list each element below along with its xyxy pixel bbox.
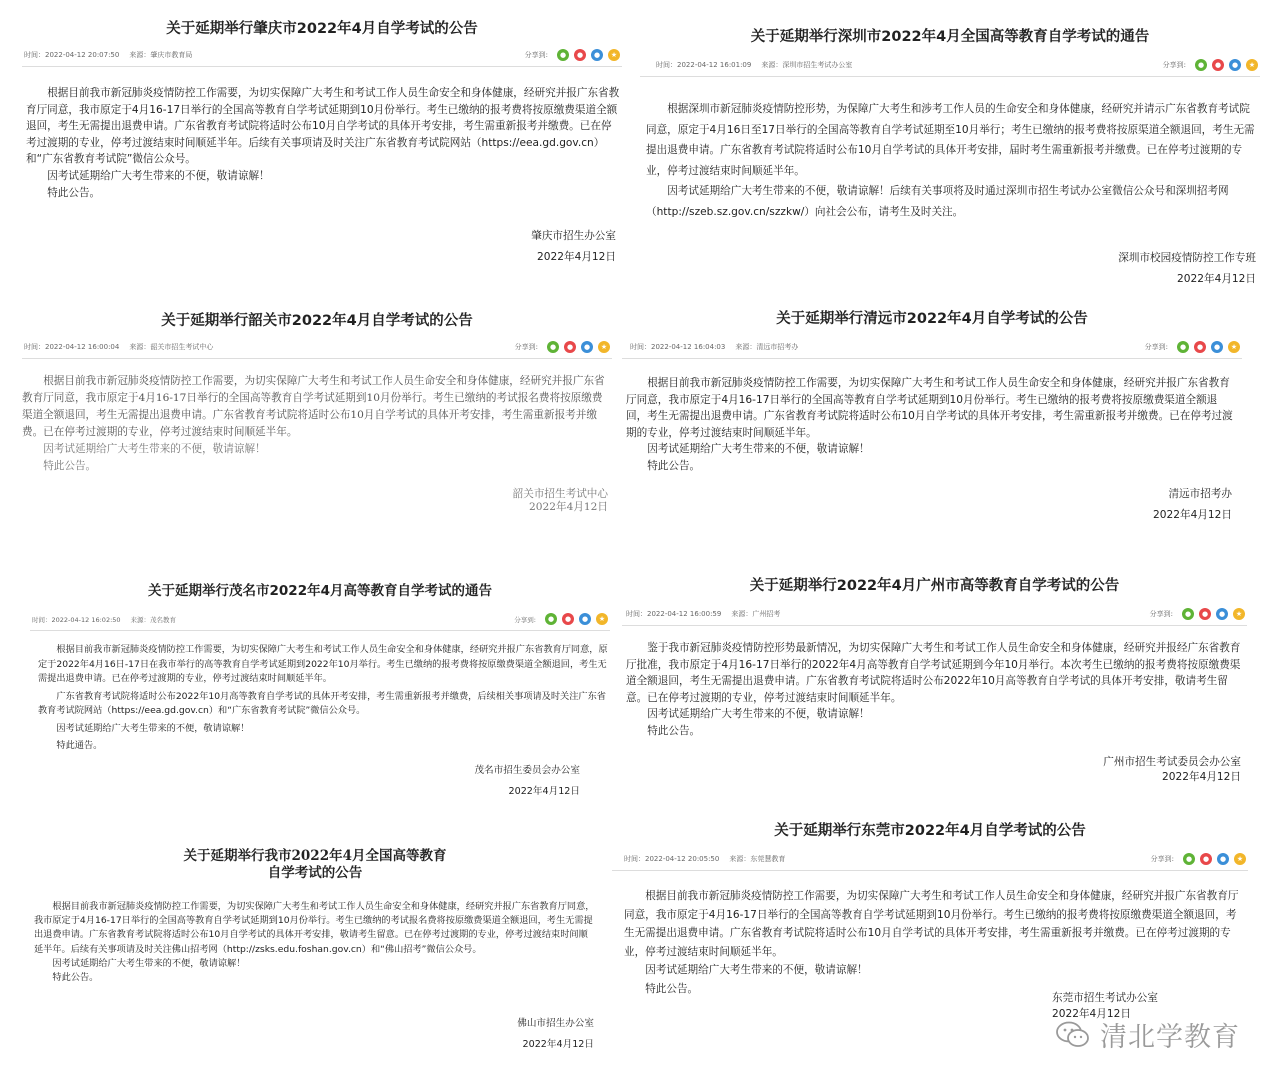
sign-org: 茂名市招生委员会办公室 <box>474 765 580 776</box>
sign-date: 2022年4月12日 <box>529 501 608 513</box>
wechat-logo-icon <box>1056 1021 1090 1049</box>
notice-zhaoqing <box>22 20 622 270</box>
sign-date: 2022年4月12日 <box>1052 1008 1131 1020</box>
notice-body <box>22 359 612 475</box>
share-label: 分享到: <box>514 343 538 351</box>
notice-meta <box>22 49 622 67</box>
paragraph: 根据目前我市新冠肺炎疫情防控工作需要，为切实保障广大考生和考试工作人员生命安全和身体健康，经研究并报广东省教育厅同意，我市原定于4月16-17日举行的全国高等教育自学考试延期到10月份举行。考生已缴纳的报考费将按原缴费渠道全额退回，考生无需提出退费申请。广东省教育考试院将适时公布10月自学考试的具体开考安排，考生需重新报考并缴费。已在停考过渡期的专业，停考过渡结束时间顺延半年。 <box>624 890 1239 958</box>
paragraph: 特此通告。 <box>56 740 103 751</box>
notice-body <box>612 871 1248 998</box>
share-bar <box>1151 853 1246 865</box>
qq-share-icon[interactable]: ● <box>591 49 603 61</box>
notice-meta <box>612 853 1248 871</box>
paragraph: 因考试延期给广大考生带来的不便，敬请谅解！ <box>47 169 270 182</box>
paragraph: 根据目前我市新冠肺炎疫情防控工作需要，为切实保障广大考生和考试工作人员生命安全和身体健康，经研究并报广东省教育厅同意，原定于2022年4月16日-17日在我市举行的高等教育自学考试延期到2022年10月举行。考生已缴纳的报考费将按原缴费渠道全额退回，考生无需提出退费申请。已在停考过渡期的专业，停考过渡结束时间顺延半年。 <box>38 644 608 684</box>
share-label: 分享到: <box>1162 61 1186 69</box>
wechat-share-icon[interactable]: ● <box>545 613 557 625</box>
sign-date: 2022年4月12日 <box>508 786 580 797</box>
weibo-share-icon[interactable]: ● <box>1194 341 1206 353</box>
share-label: 分享到: <box>1150 855 1174 863</box>
sign-date: 2022年4月12日 <box>1153 509 1232 521</box>
paragraph: 特此公告。 <box>647 459 701 472</box>
qq-share-icon[interactable]: ● <box>579 613 591 625</box>
weibo-share-icon[interactable]: ● <box>574 49 586 61</box>
signature <box>531 226 616 268</box>
notice-title: 关于延期举行清远市2022年4月自学考试的公告 <box>776 311 1088 327</box>
sign-org: 清远市招考办 <box>1168 488 1232 500</box>
notice-body <box>22 67 622 201</box>
share-bar <box>1145 341 1240 353</box>
wechat-share-icon[interactable]: ● <box>547 341 559 353</box>
paragraph: 特此公告。 <box>43 460 97 472</box>
weibo-share-icon[interactable]: ● <box>564 341 576 353</box>
sign-org: 佛山市招生办公室 <box>517 1018 594 1029</box>
notice-maoming <box>30 582 610 802</box>
notice-shaoguan <box>22 312 612 532</box>
publish-source: 来源：茂名教育 <box>130 615 177 624</box>
share-label: 分享到: <box>524 51 548 59</box>
notice-meta <box>622 341 1242 359</box>
publish-source: 来源：肇庆市教育局 <box>129 51 193 59</box>
qzone-share-icon[interactable]: ★ <box>1246 59 1258 71</box>
notice-title: 关于延期举行韶关市2022年4月自学考试的公告 <box>161 313 473 329</box>
signature <box>517 1013 594 1055</box>
publish-source: 来源：东莞慧教育 <box>729 855 786 863</box>
share-label: 分享到: <box>1144 343 1168 351</box>
watermark <box>1056 1015 1240 1054</box>
signature <box>1118 248 1256 290</box>
notice-body <box>640 77 1260 222</box>
paragraph: 因考试延期给广大考生带来的不便，敬请谅解！ <box>647 443 870 456</box>
share-bar <box>514 613 608 625</box>
share-bar <box>1163 59 1258 71</box>
notice-title <box>30 848 600 882</box>
watermark-text: 清北学教育 <box>1100 1022 1240 1053</box>
paragraph: 因考试延期给广大考生带来的不便，敬请谅解！后续有关事项将及时通过深圳市招生考试办公室微信公众号和深圳招考网（http://szeb.sz.gov.cn/szzkw/）向社会公布，请考生及时关注。 <box>646 185 1229 218</box>
signature <box>1153 484 1232 526</box>
notice-body <box>622 359 1242 475</box>
qzone-share-icon[interactable]: ★ <box>608 49 620 61</box>
wechat-share-icon[interactable]: ● <box>1183 853 1195 865</box>
paragraph: 特此公告。 <box>645 982 699 995</box>
notice-qingyuan <box>622 310 1242 525</box>
notice-body <box>622 626 1247 740</box>
notice-meta <box>622 608 1247 626</box>
publish-time: 时间：2022-04-12 16:04:03 <box>630 343 726 351</box>
paragraph: 特此公告。 <box>647 724 701 737</box>
paragraph: 根据目前我市新冠肺炎疫情防控工作需要，为切实保障广大考生和考试工作人员生命安全和身体健康，经研究并报广东省教育厅同意，我市原定于4月16-17日举行的全国高等教育自学考试延期到10月份举行。考生已缴纳的考试报名费将按原缴费渠道全额退回，考生无需提出退费申请。广东省教育考试院将适时公布10月自学考试的具体开考安排，敬请考生留意。已在停考过渡期的专业，停考过渡结束时间顺延半年。后续有关事项请及时关注佛山招考网（http://zsks.edu.foshan.gov.cn）和“佛山招考”微信公众号。 <box>34 901 595 955</box>
share-bar <box>515 341 610 353</box>
notice-meta <box>640 59 1260 77</box>
notice-title: 关于延期举行茂名市2022年4月高等教育自学考试的通告 <box>148 583 492 599</box>
notice-title: 关于延期举行东莞市2022年4月自学考试的公告 <box>774 823 1086 839</box>
notice-body <box>30 631 610 754</box>
wechat-share-icon[interactable]: ● <box>1182 608 1194 620</box>
sign-date: 2022年4月12日 <box>522 1039 594 1050</box>
qq-share-icon[interactable]: ● <box>581 341 593 353</box>
notice-title: 关于延期举行肇庆市2022年4月自学考试的公告 <box>166 21 478 37</box>
paragraph: 广东省教育考试院将适时公布2022年10月高等教育自学考试的具体开考安排，考生需重新报考并缴费，后续相关事项请及时关注广东省教育考试院网站（https://eea.gd.gov.cn）和“广东省教育考试院”微信公众号。 <box>38 690 606 716</box>
publish-source: 来源：清远市招考办 <box>735 343 799 351</box>
notice-foshan <box>30 848 600 1058</box>
sign-date: 2022年4月12日 <box>1177 273 1256 285</box>
notice-title: 关于延期举行深圳市2022年4月全国高等教育自学考试的通告 <box>750 29 1150 45</box>
signature <box>513 488 608 514</box>
publish-time: 时间：2022-04-12 20:05:50 <box>624 855 720 863</box>
share-bar <box>525 49 620 61</box>
publish-source: 来源：广州招考 <box>731 610 781 618</box>
paragraph: 因考试延期给广大考生带来的不便，敬请谅解！ <box>645 964 868 976</box>
sign-org: 东莞市招生考试办公室 <box>1052 992 1158 1004</box>
notice-shenzhen <box>640 28 1260 293</box>
publish-time: 时间：2022-04-12 20:07:50 <box>24 51 120 59</box>
publish-source: 来源：韶关市招生考试中心 <box>129 343 214 351</box>
title-line-1: 关于延期举行我市2022年4月全国高等教育 <box>183 848 447 864</box>
notice-meta <box>22 341 612 359</box>
sign-org: 韶关市招生考试中心 <box>512 488 608 500</box>
paragraph: 因考试延期给广大考生带来的不便，敬请谅解！ <box>43 443 266 455</box>
qq-share-icon[interactable]: ● <box>1229 59 1241 71</box>
notice-dongguan <box>612 822 1248 1022</box>
paragraph: 因考试延期给广大考生带来的不便，敬请谅解！ <box>52 957 246 969</box>
paragraph: 特此公告。 <box>47 186 101 199</box>
notice-meta <box>30 613 610 631</box>
sign-date: 2022年4月12日 <box>537 251 616 263</box>
paragraph: 因考试延期给广大考生带来的不便，敬请谅解！ <box>647 708 870 721</box>
qzone-share-icon[interactable]: ★ <box>1228 341 1240 353</box>
wechat-share-icon[interactable]: ● <box>557 49 569 61</box>
paragraph: 鉴于我市新冠肺炎疫情防控形势最新情况，为切实保障广大考生和考试工作人员生命安全和身体健康，经研究并报经广东省教育厅批准，我市原定于4月16-17日举行的2022年4月高等教育自学考试延期到今年10月举行。本次考生已缴纳的报考费将按原缴费渠道全额退回，考生无需提出退费申请。广东省教育考试院将适时公布2022年10月高等教育自学考试的具体开考安排，敬请考生留意。已在停考过渡期的专业，停考过渡结束时间顺延半年。 <box>626 642 1241 704</box>
weibo-share-icon[interactable]: ● <box>1200 853 1212 865</box>
signature <box>1103 755 1241 785</box>
paragraph: 特此公告。 <box>52 972 99 984</box>
publish-source: 来源：深圳市招生考试办公室 <box>761 61 853 69</box>
qzone-share-icon[interactable]: ★ <box>1234 853 1246 865</box>
qzone-share-icon[interactable]: ★ <box>1233 608 1245 620</box>
sign-org: 肇庆市招生办公室 <box>531 230 616 242</box>
paragraph: 根据目前我市新冠肺炎疫情防控工作需要，为切实保障广大考生和考试工作人员生命安全和身体健康，经研究并报广东省教育厅同意，我市原定于4月16-17日举行的全国高等教育自学考试延期到10月份举行。考生已缴纳的考试报名费将按原缴费渠道全额退回，考生无需提出退费申请。广东省教育考试院将适时公布10月自学考试的具体开考安排，考生需重新报考并缴费。已在停考过渡期的专业，停考过渡结束时间顺延半年。 <box>22 375 605 438</box>
paragraph: 根据目前我市新冠肺炎疫情防控工作需要，为切实保障广大考生和考试工作人员生命安全和身体健康，经研究并报广东省教育厅同意，我市原定于4月16-17日举行的全国高等教育自学考试延期到10月份举行。考生已缴纳的报考费将按原缴费渠道全额退回，考生无需提出退费申请。广东省教育考试院将适时公布10月自学考试的具体开考安排，考生需重新报考并缴费。已在停考过渡期的专业，停考过渡结束时间顺延半年。后续有关事项请及时关注广东省教育考试院网站（https://eea.gd.gov.cn）和“广东省教育考试院”微信公众号。 <box>26 87 620 166</box>
share-label: 分享到: <box>1149 610 1173 618</box>
weibo-share-icon[interactable]: ● <box>1212 59 1224 71</box>
wechat-share-icon[interactable]: ● <box>1195 59 1207 71</box>
sign-org: 广州市招生考试委员会办公室 <box>1103 756 1241 768</box>
share-label: 分享到: <box>514 615 536 624</box>
notice-body <box>30 900 600 985</box>
notice-title: 关于延期举行2022年4月广州市高等教育自学考试的公告 <box>749 578 1120 594</box>
share-bar <box>1150 608 1245 620</box>
paragraph: 根据目前我市新冠肺炎疫情防控工作需要，为切实保障广大考生和考试工作人员生命安全和身体健康，经研究并报广东省教育厅同意，我市原定于4月16-17日举行的全国高等教育自学考试延期到10月份举行。考生已缴纳的报考费将按原缴费渠道全额退回，考生无需提出退费申请。广东省教育考试院将适时公布10月自学考试的具体开考安排，考生需重新报考并缴费。已在停考过渡期的专业，停考过渡结束时间顺延半年。 <box>626 377 1233 439</box>
qzone-share-icon[interactable]: ★ <box>598 341 610 353</box>
notice-guangzhou <box>622 577 1247 797</box>
paragraph: 根据深圳市新冠肺炎疫情防控形势，为保障广大考生和涉考工作人员的生命安全和身体健康，经研究并请示广东省教育考试院同意，原定于4月16日至17日举行的全国高等教育自学考试延期至10月举行；考生已缴纳的报考费将按原渠道全额退回，考生无需提出退费申请。广东省教育考试院将适时公布10月自学考试的具体开考安排，届时考生需重新报考并缴费。已在停考过渡期的专业，停考过渡结束时间顺延半年。 <box>646 103 1255 177</box>
publish-time: 时间：2022-04-12 16:00:59 <box>626 610 722 618</box>
weibo-share-icon[interactable]: ● <box>562 613 574 625</box>
qq-share-icon[interactable]: ● <box>1216 608 1228 620</box>
publish-time: 时间：2022-04-12 16:02:50 <box>32 615 121 624</box>
qq-share-icon[interactable]: ● <box>1211 341 1223 353</box>
qq-share-icon[interactable]: ● <box>1217 853 1229 865</box>
weibo-share-icon[interactable]: ● <box>1199 608 1211 620</box>
publish-time: 时间：2022-04-12 16:01:09 <box>656 61 752 69</box>
sign-date: 2022年4月12日 <box>1162 771 1241 783</box>
signature <box>474 760 580 802</box>
publish-time: 时间：2022-04-12 16:00:04 <box>24 343 120 351</box>
wechat-share-icon[interactable]: ● <box>1177 341 1189 353</box>
title-line-2: 自学考试的公告 <box>267 865 363 881</box>
qzone-share-icon[interactable]: ★ <box>596 613 608 625</box>
sign-org: 深圳市校园疫情防控工作专班 <box>1118 252 1256 264</box>
paragraph: 因考试延期给广大考生带来的不便，敬请谅解！ <box>56 722 250 734</box>
